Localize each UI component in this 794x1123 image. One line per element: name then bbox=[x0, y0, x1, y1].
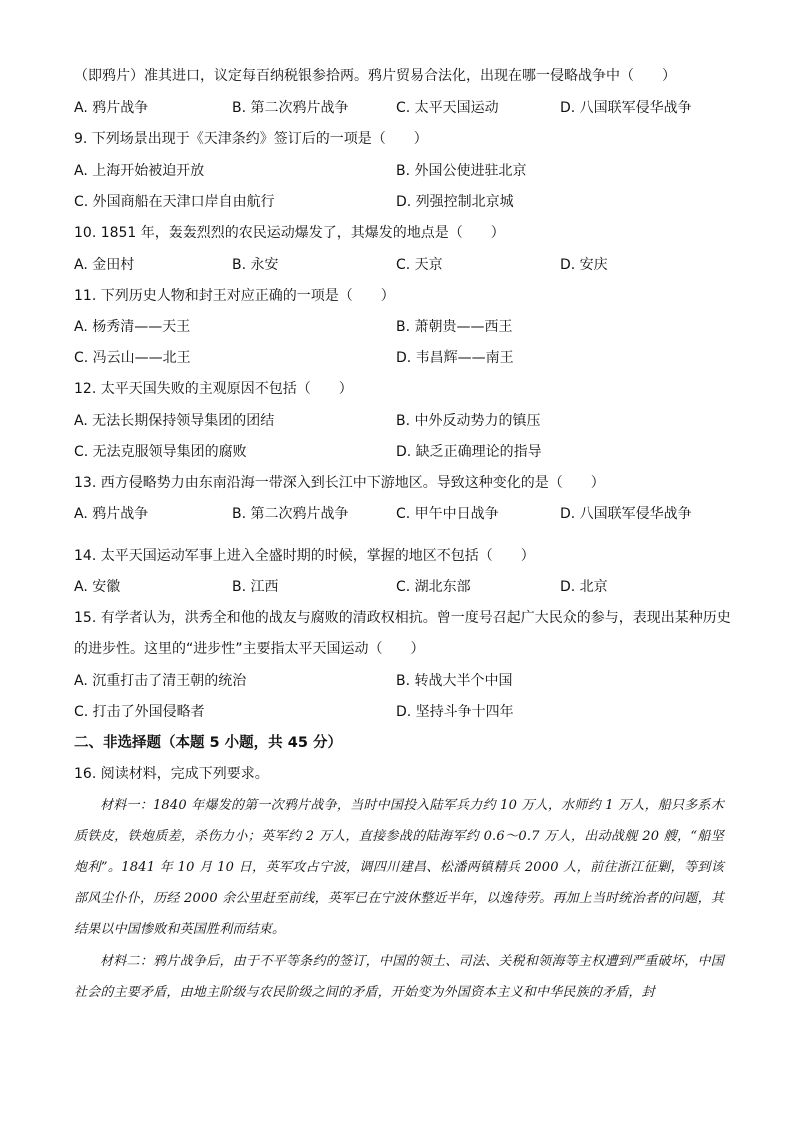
question-16: 16. 阅读材料，完成下列要求。 bbox=[74, 766, 269, 782]
q8-option-d: D. 八国联军侵华战争 bbox=[560, 100, 692, 116]
q14-option-c: C. 湖北东部 bbox=[396, 579, 471, 595]
question-9: 9. 下列场景出现于《天津条约》签订后的一项是（ ） bbox=[74, 131, 428, 147]
q13-option-d: D. 八国联军侵华战争 bbox=[560, 506, 692, 522]
question-15-line-1: 15. 有学者认为，洪秀全和他的战友与腐败的清政权相抗。曾一度号召起广大民众的参与，表现出某种历史 bbox=[74, 610, 731, 626]
question-11: 11. 下列历史人物和封王对应正确的一项是（ ） bbox=[74, 288, 395, 304]
question-14: 14. 太平天国运动军事上进入全盛时期的时候，掌握的地区不包括（ ） bbox=[74, 548, 535, 564]
q11-option-d: D. 韦昌辉——南王 bbox=[396, 350, 514, 366]
question-10: 10. 1851 年，轰轰烈烈的农民运动爆发了，其爆发的地点是（ ） bbox=[74, 225, 505, 241]
q14-option-a: A. 安徽 bbox=[74, 579, 121, 595]
q15-option-b: B. 转战大半个中国 bbox=[396, 673, 513, 689]
q13-option-b: B. 第二次鸦片战争 bbox=[232, 506, 349, 522]
q9-option-a: A. 上海开始被迫开放 bbox=[74, 163, 205, 179]
q10-option-a: A. 金田村 bbox=[74, 257, 135, 273]
q13-option-a: A. 鸦片战争 bbox=[74, 506, 149, 522]
q11-option-c: C. 冯云山——北王 bbox=[74, 350, 191, 366]
q11-option-a: A. 杨秀清——天王 bbox=[74, 319, 191, 335]
material-two: 材料二：鸦片战争后，由于不平等条约的签订，中国的领土、司法、关税和领海等主权遭到严重破坏，中国社会的主要矛盾，由地主阶级与农民阶级之间的矛盾，开始变为外国资本主义和中华民族的矛盾，封 bbox=[74, 954, 724, 1000]
section-heading: 二、非选择题（本题 5 小题，共 45 分） bbox=[74, 735, 342, 751]
q8-option-b: B. 第二次鸦片战争 bbox=[232, 100, 349, 116]
question-12: 12. 太平天国失败的主观原因不包括（ ） bbox=[74, 381, 353, 397]
q9-option-c: C. 外国商船在天津口岸自由航行 bbox=[74, 194, 275, 210]
q13-option-c: C. 甲午中日战争 bbox=[396, 506, 499, 522]
question-13: 13. 西方侵略势力由东南沿海一带深入到长江中下游地区。导致这种变化的是（ ） bbox=[74, 475, 605, 491]
q12-option-a: A. 无法长期保持领导集团的团结 bbox=[74, 413, 275, 429]
q9-option-d: D. 列强控制北京城 bbox=[396, 194, 514, 210]
q10-option-d: D. 安庆 bbox=[560, 257, 608, 273]
q12-option-c: C. 无法克服领导集团的腐败 bbox=[74, 444, 247, 460]
q15-option-d: D. 坚持斗争十四年 bbox=[396, 704, 514, 720]
question-15-line-2: 的进步性。这里的“进步性”主要指太平天国运动（ ） bbox=[74, 641, 425, 657]
q14-option-b: B. 江西 bbox=[232, 579, 279, 595]
q14-option-d: D. 北京 bbox=[560, 579, 608, 595]
q8-option-c: C. 太平天国运动 bbox=[396, 100, 499, 116]
q12-option-b: B. 中外反动势力的镇压 bbox=[396, 413, 541, 429]
material-one: 材料一：1840 年爆发的第一次鸦片战争，当时中国投入陆军兵力约 10 万人，水师约 1 万人，船只多系木质铁皮，铁炮质差，杀伤力小；英军约 2 万人，直接参战的陆海军约 0.6～0.7 万人，出动战舰 20 艘，“船坚炮利”。1841 年 10 月 10 日，英军攻占宁波，调四川建昌、松潘两镇精兵 2000 人，前往浙江征剿，等到该部风尘仆仆，历经 2000 余公里赶至前线，英军已在宁波休整近半年，以逸待劳。再加上当时统治者的问题，其结果以中国惨败和英国胜利而结束。 bbox=[74, 798, 724, 937]
q10-option-b: B. 永安 bbox=[232, 257, 279, 273]
q8-option-a: A. 鸦片战争 bbox=[74, 100, 149, 116]
question-8-tail: （即鸦片）准其进口，议定每百纳税银参拾两。鸦片贸易合法化，出现在哪一侵略战争中（ ） bbox=[74, 68, 676, 84]
q15-option-a: A. 沉重打击了清王朝的统治 bbox=[74, 673, 247, 689]
q9-option-b: B. 外国公使进驻北京 bbox=[396, 163, 527, 179]
q11-option-b: B. 萧朝贵——西王 bbox=[396, 319, 513, 335]
q12-option-d: D. 缺乏正确理论的指导 bbox=[396, 444, 542, 460]
q10-option-c: C. 天京 bbox=[396, 257, 443, 273]
q15-option-c: C. 打击了外国侵略者 bbox=[74, 704, 205, 720]
